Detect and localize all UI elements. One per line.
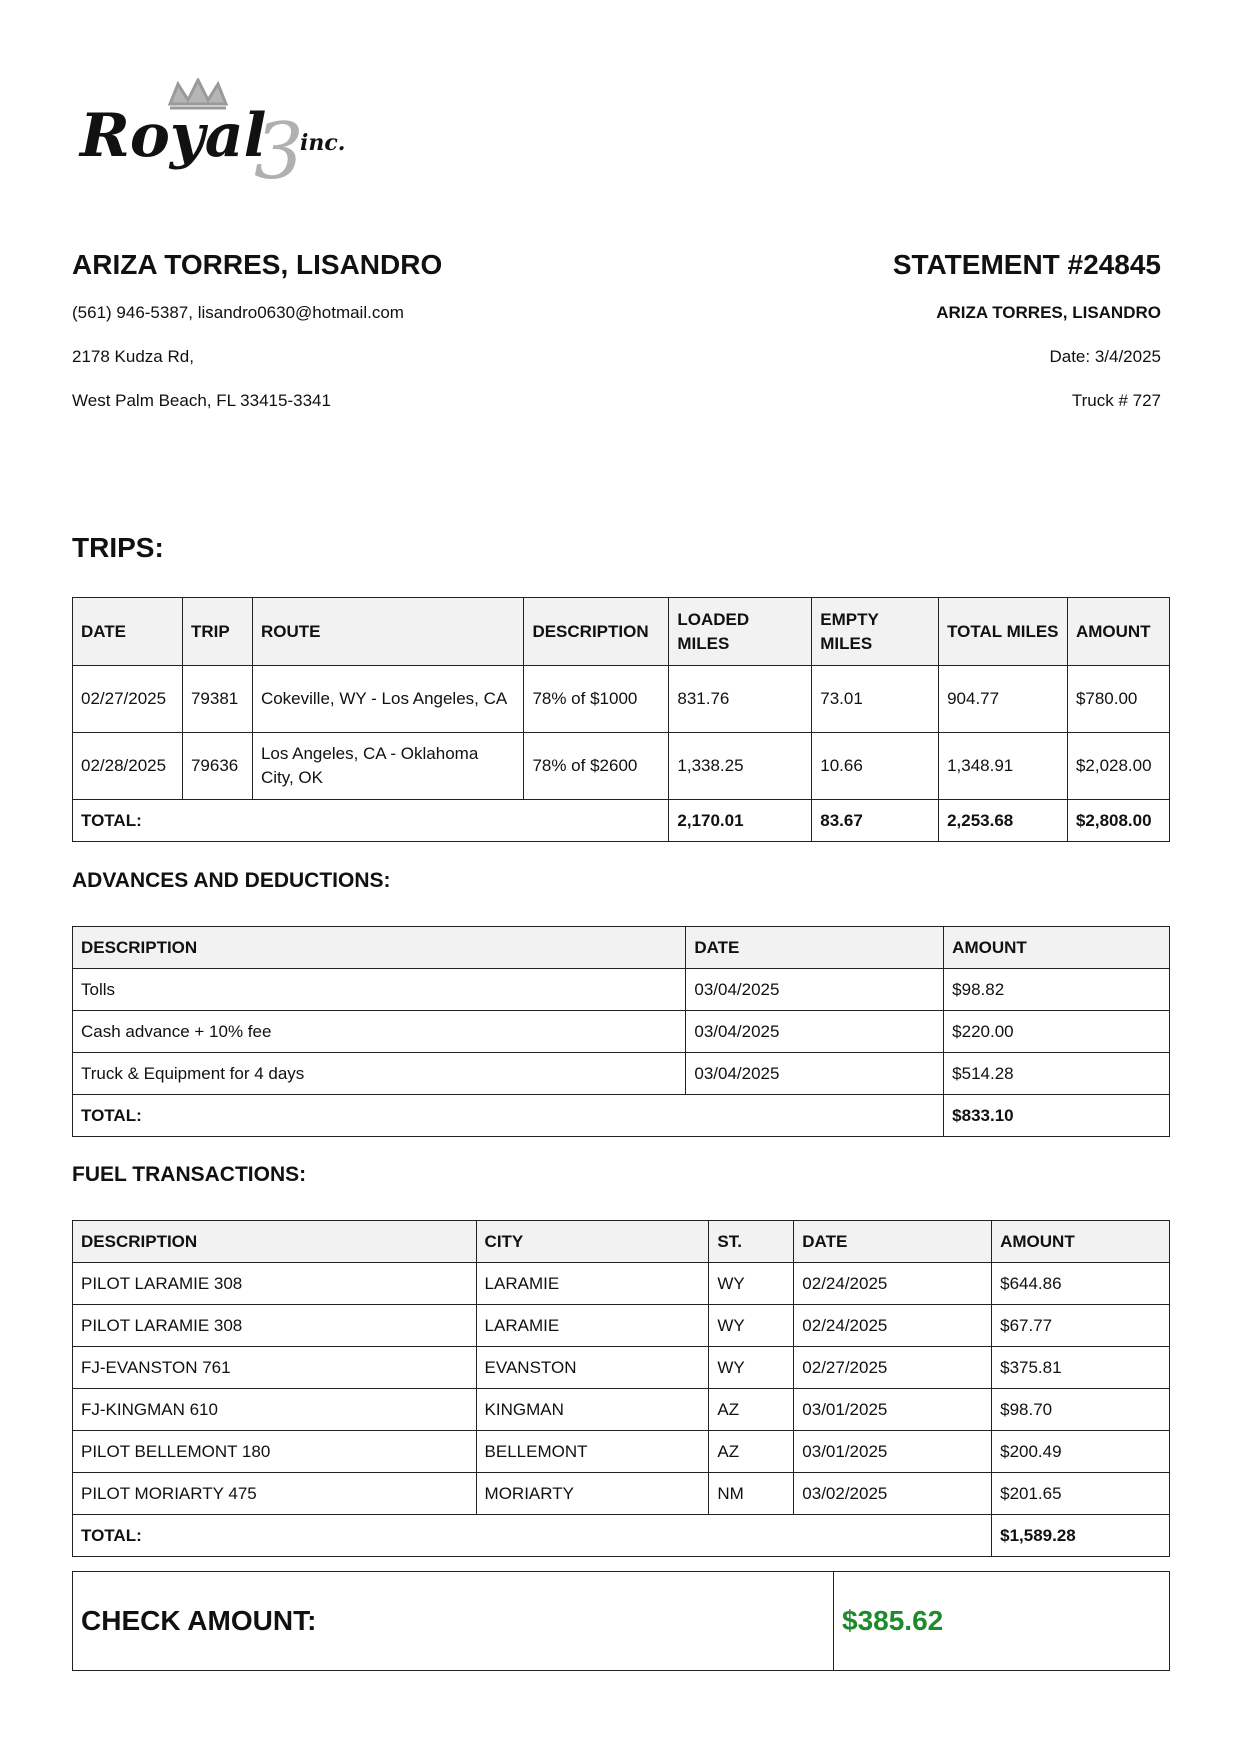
cell: $67.77 [992, 1305, 1170, 1347]
cell: 78% of $2600 [524, 733, 669, 800]
cell: $220.00 [944, 1011, 1170, 1053]
cell: Truck & Equipment for 4 days [73, 1053, 686, 1095]
driver-address-line2: West Palm Beach, FL 33415-3341 [72, 391, 331, 410]
check-amount-value: $385.62 [842, 1605, 944, 1636]
cell: $644.86 [992, 1263, 1170, 1305]
col-date: DATE [73, 598, 183, 666]
total-amount: $1,589.28 [992, 1515, 1170, 1557]
cell: 10.66 [812, 733, 939, 800]
col-total-miles: TOTAL MILES [939, 598, 1068, 666]
cell: $514.28 [944, 1053, 1170, 1095]
cell: NM [709, 1473, 794, 1515]
col-date: DATE [794, 1221, 992, 1263]
cell: 79636 [182, 733, 252, 800]
total-loaded-miles: 2,170.01 [669, 800, 812, 842]
cell: 02/28/2025 [73, 733, 183, 800]
svg-text:Royal: Royal [80, 101, 267, 171]
cell: 02/24/2025 [794, 1263, 992, 1305]
table-row [73, 1347, 1170, 1389]
table-row [73, 1305, 1170, 1347]
total-total-miles: 2,253.68 [939, 800, 1068, 842]
cell: 02/24/2025 [794, 1305, 992, 1347]
driver-address-line1: 2178 Kudza Rd, [72, 347, 194, 366]
total-empty-miles: 83.67 [812, 800, 939, 842]
cell: PILOT MORIARTY 475 [73, 1473, 477, 1515]
statement-title: STATEMENT #24845 [892, 249, 1161, 280]
cell: LARAMIE [476, 1305, 709, 1347]
cell: KINGMAN [476, 1389, 709, 1431]
check-amount-box [72, 1571, 1170, 1671]
total-amount: $2,808.00 [1067, 800, 1169, 842]
check-amount-label: CHECK AMOUNT: [73, 1572, 834, 1670]
cell: $375.81 [992, 1347, 1170, 1389]
cell: FJ-KINGMAN 610 [73, 1389, 477, 1431]
table-row [73, 1053, 1170, 1095]
cell: $98.70 [992, 1389, 1170, 1431]
total-label: TOTAL: [73, 1515, 992, 1557]
col-city: CITY [476, 1221, 709, 1263]
fuel-table [72, 1220, 1170, 1557]
cell: $201.65 [992, 1473, 1170, 1515]
cell: WY [709, 1305, 794, 1347]
cell: MORIARTY [476, 1473, 709, 1515]
truck-number: Truck # 727 [1071, 391, 1161, 410]
fuel-total-row [73, 1515, 1170, 1557]
fuel-heading: FUEL TRANSACTIONS: [72, 1163, 307, 1186]
advances-table [72, 926, 1170, 1137]
cell: $200.49 [992, 1431, 1170, 1473]
royal-3-inc-logo [78, 78, 378, 198]
svg-text:inc.: inc. [300, 130, 346, 156]
trips-total-row [73, 800, 1170, 842]
cell: 1,338.25 [669, 733, 812, 800]
table-row [73, 733, 1170, 800]
col-description: DESCRIPTION [73, 1221, 477, 1263]
statement-info [641, 248, 1161, 434]
cell: WY [709, 1347, 794, 1389]
col-state: ST. [709, 1221, 794, 1263]
statement-name: ARIZA TORRES, LISANDRO [936, 303, 1161, 322]
cell: Tolls [73, 969, 686, 1011]
advances-heading: ADVANCES AND DEDUCTIONS: [72, 869, 391, 892]
cell: EVANSTON [476, 1347, 709, 1389]
cell: PILOT LARAMIE 308 [73, 1305, 477, 1347]
statement-date: Date: 3/4/2025 [1049, 347, 1161, 366]
table-row [73, 969, 1170, 1011]
col-amount: AMOUNT [944, 927, 1170, 969]
cell: Los Angeles, CA - Oklahoma City, OK [252, 733, 524, 800]
advances-total-row [73, 1095, 1170, 1137]
driver-info [72, 248, 632, 434]
cell: AZ [709, 1431, 794, 1473]
trips-heading: TRIPS: [72, 532, 164, 563]
col-amount: AMOUNT [1067, 598, 1169, 666]
table-row [73, 1473, 1170, 1515]
cell: 831.76 [669, 666, 812, 733]
cell: 79381 [182, 666, 252, 733]
cell: PILOT LARAMIE 308 [73, 1263, 477, 1305]
col-route: ROUTE [252, 598, 524, 666]
cell: 73.01 [812, 666, 939, 733]
cell: 78% of $1000 [524, 666, 669, 733]
cell: Cash advance + 10% fee [73, 1011, 686, 1053]
total-amount: $833.10 [944, 1095, 1170, 1137]
col-trip: TRIP [182, 598, 252, 666]
col-amount: AMOUNT [992, 1221, 1170, 1263]
col-description: DESCRIPTION [524, 598, 669, 666]
cell: BELLEMONT [476, 1431, 709, 1473]
cell: PILOT BELLEMONT 180 [73, 1431, 477, 1473]
cell: $780.00 [1067, 666, 1169, 733]
fuel-header-row [73, 1221, 1170, 1263]
cell: 03/02/2025 [794, 1473, 992, 1515]
cell: 02/27/2025 [73, 666, 183, 733]
cell: 02/27/2025 [794, 1347, 992, 1389]
table-row [73, 1431, 1170, 1473]
cell: 03/01/2025 [794, 1431, 992, 1473]
col-empty-miles: EMPTY MILES [812, 598, 939, 666]
cell: WY [709, 1263, 794, 1305]
col-date: DATE [686, 927, 944, 969]
total-label: TOTAL: [73, 800, 669, 842]
driver-contact: (561) 946-5387, lisandro0630@hotmail.com [72, 303, 404, 322]
trips-header-row [73, 598, 1170, 666]
cell: 03/01/2025 [794, 1389, 992, 1431]
table-row [73, 1389, 1170, 1431]
cell: $2,028.00 [1067, 733, 1169, 800]
cell: LARAMIE [476, 1263, 709, 1305]
table-row [73, 1263, 1170, 1305]
advances-header-row [73, 927, 1170, 969]
svg-text:3: 3 [254, 107, 304, 197]
driver-name: ARIZA TORRES, LISANDRO [72, 249, 443, 280]
col-description: DESCRIPTION [73, 927, 686, 969]
cell: $98.82 [944, 969, 1170, 1011]
cell: Cokeville, WY - Los Angeles, CA [252, 666, 524, 733]
cell: 03/04/2025 [686, 1053, 944, 1095]
cell: 03/04/2025 [686, 969, 944, 1011]
table-row [73, 666, 1170, 733]
cell: AZ [709, 1389, 794, 1431]
table-row [73, 1011, 1170, 1053]
trips-table [72, 597, 1170, 842]
cell: 1,348.91 [939, 733, 1068, 800]
total-label: TOTAL: [73, 1095, 944, 1137]
cell: 03/04/2025 [686, 1011, 944, 1053]
cell: 904.77 [939, 666, 1068, 733]
col-loaded-miles: LOADED MILES [669, 598, 812, 666]
cell: FJ-EVANSTON 761 [73, 1347, 477, 1389]
